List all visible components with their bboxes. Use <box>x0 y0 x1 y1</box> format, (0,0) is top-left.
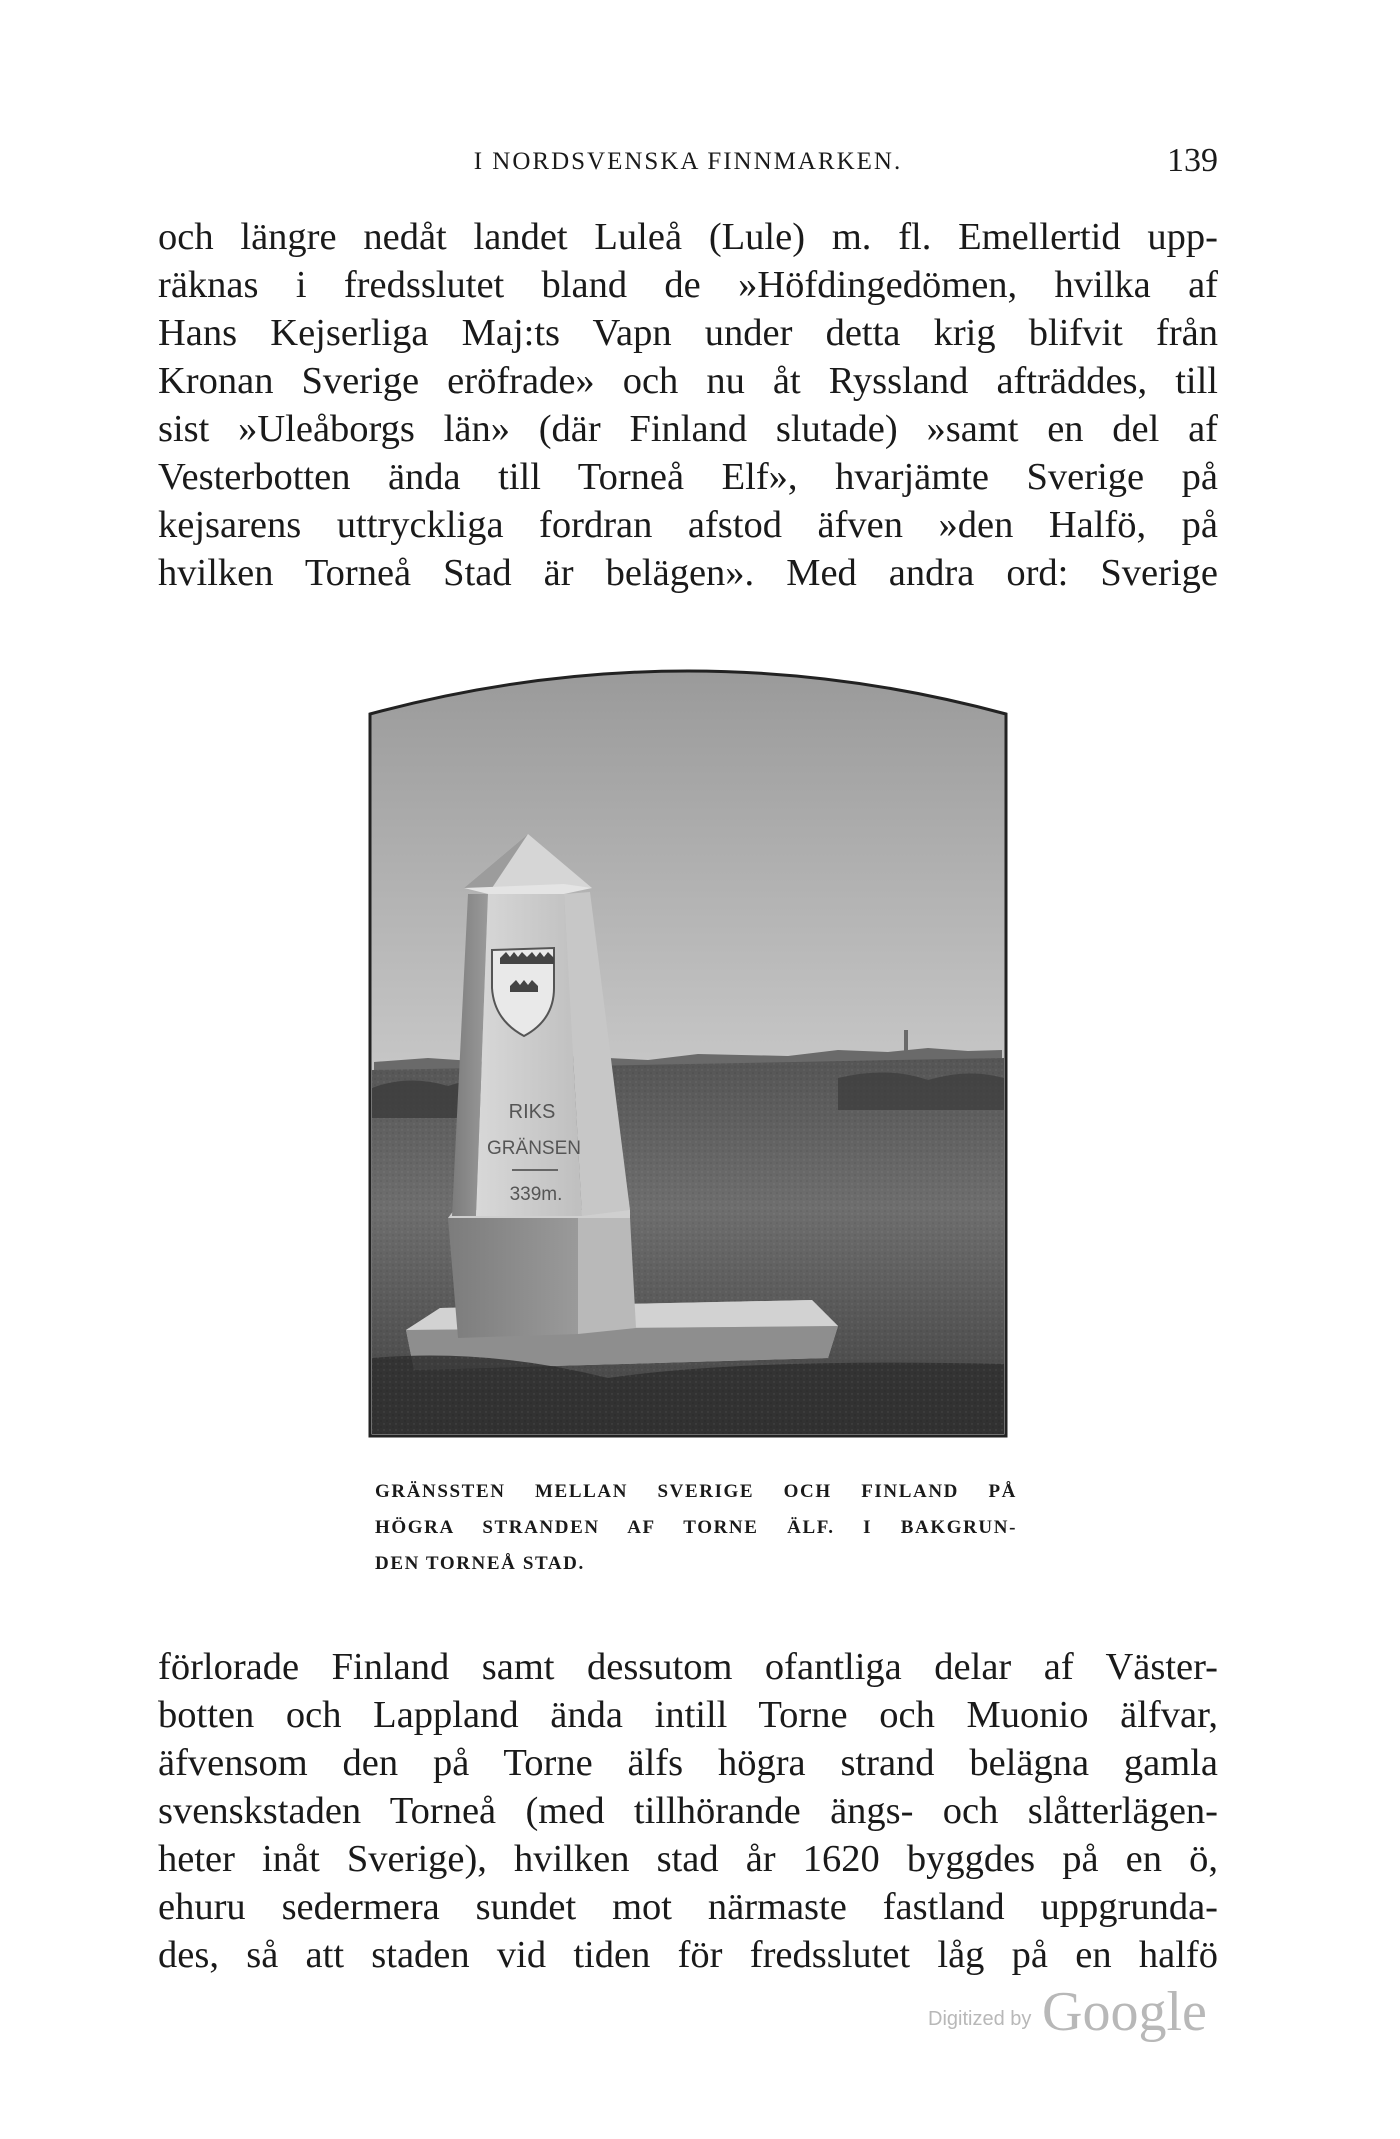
page-header <box>158 142 1218 188</box>
text-line: ehuru sedermera sundet mot närmaste fastland uppgrunda- <box>158 1886 1218 1928</box>
text-line: Kronan Sverige eröfrade» och nu åt Ryssland afträddes, till <box>158 360 1218 402</box>
text-line: des, så att staden vid tiden för fredsslutet låg på en halfö <box>158 1934 1218 1976</box>
caption-line: GRÄNSSTEN MELLAN SVERIGE OCH FINLAND PÅ <box>375 1481 1017 1502</box>
body-paragraph-2 <box>158 1643 1218 1979</box>
digitized-by-google-watermark <box>928 1980 1228 2050</box>
stone-inscription-line1: RIKS <box>508 1101 556 1123</box>
running-head: I NORDSVENSKA FINNMARKEN. <box>473 148 903 175</box>
stone-inscription-line2: GRÄNSEN <box>487 1138 581 1159</box>
stone-inscription-line3: 339m. <box>509 1184 563 1205</box>
text-line: sist »Uleåborgs län» (där Finland slutade) »samt en del af <box>158 408 1218 450</box>
caption-line: DEN TORNEÅ STAD. <box>375 1553 585 1574</box>
body-paragraph-1 <box>158 213 1218 597</box>
text-line: heter inåt Sverige), hvilken stad år 1620 byggdes på en ö, <box>158 1838 1218 1880</box>
boundary-stone-photo <box>368 658 1008 1438</box>
text-line: äfvensom den på Torne älfs högra strand belägna gamla <box>158 1742 1218 1784</box>
text-line: svenskstaden Torneå (med tillhörande ängs- och slåtterlägen- <box>158 1790 1218 1832</box>
google-logo: Google <box>1042 1981 1207 2043</box>
figure-caption <box>375 1474 1017 1582</box>
text-line: räknas i fredsslutet bland de »Höfdingedömen, hvilka af <box>158 264 1218 306</box>
page-number: 139 <box>1167 142 1218 179</box>
caption-line: HÖGRA STRANDEN AF TORNE ÄLF. I BAKGRUN- <box>375 1517 1017 1538</box>
text-line: Hans Kejserliga Maj:ts Vapn under detta krig blifvit från <box>158 312 1218 354</box>
text-line: hvilken Torneå Stad är belägen». Med andra ord: Sverige <box>158 552 1218 594</box>
text-line: kejsarens uttryckliga fordran afstod äfven »den Halfö, på <box>158 504 1218 546</box>
text-line: och längre nedåt landet Luleå (Lule) m. fl. Emellertid upp- <box>158 216 1218 258</box>
text-line: Vesterbotten ända till Torneå Elf», hvarjämte Sverige på <box>158 456 1218 498</box>
watermark-prefix: Digitized by <box>928 2008 1032 2030</box>
text-line: förlorade Finland samt dessutom ofantliga delar af Väster- <box>158 1646 1218 1688</box>
text-line: botten och Lappland ända intill Torne och Muonio älfvar, <box>158 1694 1218 1736</box>
